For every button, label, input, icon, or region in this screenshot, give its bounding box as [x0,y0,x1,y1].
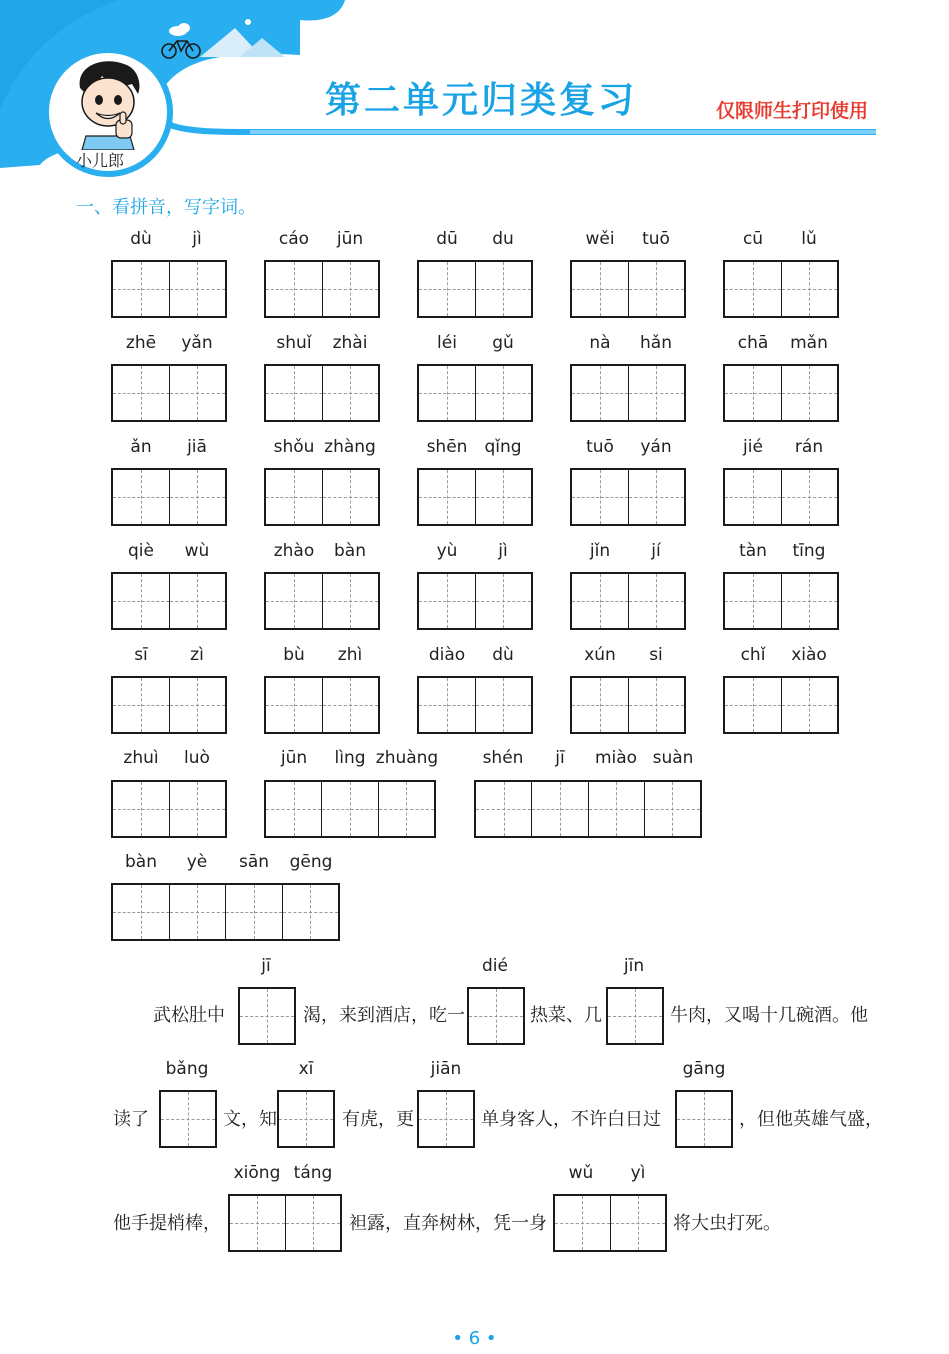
page-title: 第二单元归类复习 [325,80,638,121]
pinyin-label: gēng [289,852,333,872]
writing-box[interactable] [417,468,533,526]
writing-box[interactable] [264,572,380,630]
writing-box[interactable] [111,676,227,734]
pinyin-label: qiè [128,541,154,561]
pinyin-label: diào [428,645,466,665]
pinyin-label: chā [737,333,769,353]
passage-text: 读了 [113,1109,149,1130]
writing-box[interactable] [417,364,533,422]
writing-box[interactable] [570,676,686,734]
writing-box[interactable] [417,572,533,630]
mascot-name: 小儿郎 [76,151,125,170]
fill-in-box[interactable] [277,1090,335,1148]
pinyin-label: wěi [585,229,615,249]
pinyin-label: xiōng [233,1163,281,1183]
passage-text: 他手提梢棒， [113,1213,221,1234]
writing-box[interactable] [111,780,227,838]
pinyin-label: sān [238,852,270,872]
writing-box[interactable] [570,260,686,318]
pinyin-label: dù [492,645,514,665]
writing-box[interactable] [264,468,380,526]
fill-in-box[interactable] [228,1194,342,1252]
pinyin-label: shǒu [273,437,315,457]
fill-in-box[interactable] [467,987,525,1045]
pinyin-label: jì [498,541,508,561]
passage-text: 袒露，直奔树林，凭一身 [349,1213,547,1234]
writing-box[interactable] [417,260,533,318]
fill-in-box[interactable] [553,1194,667,1252]
pinyin-label: shuǐ [276,333,312,353]
pinyin-label: nà [589,333,611,353]
pinyin-label: xún [584,645,616,665]
page-number: • 6 • [452,1328,497,1349]
pinyin-label: yǎn [181,333,213,353]
pinyin-label: jiān [430,1059,462,1079]
pinyin-label: tàn [739,541,767,561]
pinyin-label: dū [436,229,458,249]
writing-box[interactable] [570,572,686,630]
pinyin-label: tuō [586,437,614,457]
fill-in-box[interactable] [675,1090,733,1148]
pinyin-label: luò [184,748,210,768]
pinyin-label: jí [651,541,661,561]
pinyin-label: jǐn [589,541,611,561]
fill-in-box[interactable] [238,987,296,1045]
pinyin-label: bàn [125,852,157,872]
bicycle-icon [160,38,202,60]
pinyin-label: jūn [336,229,364,249]
pinyin-label: zhē [125,333,157,353]
fill-in-box[interactable] [417,1090,475,1148]
pinyin-label: yán [640,437,672,457]
section-title: 一、看拼音，写字词。 [76,197,256,218]
writing-box[interactable] [723,468,839,526]
pinyin-label: zhàng [324,437,376,457]
pinyin-label: yè [186,852,208,872]
writing-box[interactable] [570,468,686,526]
pinyin-label: mǎn [790,333,828,353]
mascot-boy-icon [72,58,146,150]
writing-box[interactable] [111,260,227,318]
pinyin-label: jīn [623,956,645,976]
pinyin-label: lǔ [801,229,817,249]
pinyin-label: suàn [652,748,694,768]
pinyin-label: zì [190,645,204,665]
pinyin-label: gāng [682,1059,726,1079]
pinyin-label: jiā [187,437,207,457]
passage-text: 热菜、几 [530,1005,602,1026]
pinyin-label: xī [298,1059,314,1079]
pinyin-label: jī [261,956,271,976]
pinyin-label: dù [130,229,152,249]
writing-box[interactable] [111,883,340,941]
fill-in-box[interactable] [159,1090,217,1148]
passage-text: 文，知 [223,1109,277,1130]
pinyin-label: gǔ [492,333,514,353]
writing-box[interactable] [417,676,533,734]
pinyin-label: tīng [792,541,826,561]
pinyin-label: jié [743,437,763,457]
passage-text: 将大虫打死。 [673,1213,781,1234]
writing-box[interactable] [723,676,839,734]
writing-box[interactable] [570,364,686,422]
pinyin-label: zhuì [123,748,159,768]
writing-box[interactable] [264,364,380,422]
pinyin-label: ǎn [130,437,152,457]
pinyin-label: wù [184,541,210,561]
pinyin-label: jī [555,748,565,768]
pinyin-label: lìng [334,748,366,768]
pinyin-label: bù [283,645,305,665]
pinyin-label: jūn [280,748,308,768]
pinyin-label: zhì [337,645,363,665]
passage-text: 有虎，更 [342,1109,414,1130]
pinyin-label: xiào [791,645,827,665]
usage-restriction-label: 仅限师生打印使用 [716,100,869,122]
passage-text: 渴，来到酒店，吃一 [303,1005,465,1026]
pinyin-label: bàn [334,541,366,561]
pinyin-label: zhuàng [375,748,439,768]
pinyin-label: wǔ [568,1163,594,1183]
pinyin-label: chǐ [740,645,766,665]
passage-text: 牛肉，又喝十几碗酒。他 [670,1005,868,1026]
pinyin-label: bǎng [165,1059,209,1079]
pinyin-label: shēn [426,437,468,457]
pinyin-label: yì [630,1163,646,1183]
pinyin-label: si [649,645,663,665]
pinyin-label: jì [192,229,202,249]
pinyin-label: qǐng [484,437,522,457]
writing-box[interactable] [264,676,380,734]
fill-in-box[interactable] [606,987,664,1045]
writing-box[interactable] [264,780,436,838]
pinyin-label: du [492,229,514,249]
writing-box[interactable] [723,260,839,318]
pinyin-label: hǎn [640,333,672,353]
writing-box[interactable] [111,364,227,422]
pinyin-label: cáo [278,229,310,249]
writing-box[interactable] [474,780,702,838]
passage-text: ，但他英雄气盛， [739,1109,883,1130]
writing-box[interactable] [723,572,839,630]
pinyin-label: miào [594,748,638,768]
pinyin-label: rán [794,437,824,457]
passage-text: 单身客人，不许白日过 [481,1109,661,1130]
pinyin-label: léi [437,333,457,353]
pinyin-label: zhào [273,541,315,561]
pinyin-label: yù [436,541,458,561]
passage-text: 武松肚中 [153,1005,225,1026]
writing-box[interactable] [111,572,227,630]
pinyin-label: shén [482,748,524,768]
writing-box[interactable] [264,260,380,318]
pinyin-label: zhài [332,333,368,353]
writing-box[interactable] [111,468,227,526]
writing-box[interactable] [723,364,839,422]
pinyin-label: dié [482,956,508,976]
pinyin-label: cū [742,229,764,249]
pinyin-label: sī [134,645,148,665]
pinyin-label: táng [293,1163,333,1183]
pinyin-label: tuō [642,229,670,249]
